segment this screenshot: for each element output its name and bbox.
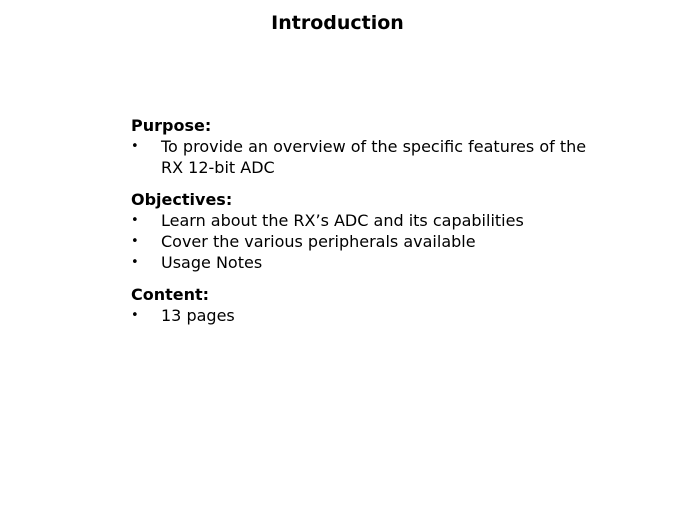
bullet-icon: • [131,213,139,228]
section-content [131,285,601,326]
bullet-icon: • [131,139,139,154]
bullet-text: Learn about the RX’s ADC and its capabilities [161,211,524,230]
bullet-item [131,210,601,231]
bullet-item [131,136,601,178]
bullet-text: Cover the various peripherals available [161,232,476,251]
bullet-icon: • [131,308,139,323]
bullet-text: Usage Notes [161,253,263,272]
bullet-item [131,252,601,273]
bullet-item [131,231,601,252]
section-heading: Content: [131,285,210,304]
bullet-list [131,305,601,326]
slide-title: Introduction [271,12,404,34]
slide-content [131,116,601,326]
section-objectives [131,190,601,273]
section-heading: Objectives: [131,190,233,209]
bullet-text: 13 pages [161,306,235,325]
bullet-icon: • [131,234,139,249]
section-heading: Purpose: [131,116,212,135]
bullet-item [131,305,601,326]
bullet-list [131,210,601,273]
bullet-list [131,136,601,178]
section-purpose [131,116,601,178]
bullet-icon: • [131,255,139,270]
bullet-text: To provide an overview of the specific features of the RX 12-bit ADC [161,137,587,177]
